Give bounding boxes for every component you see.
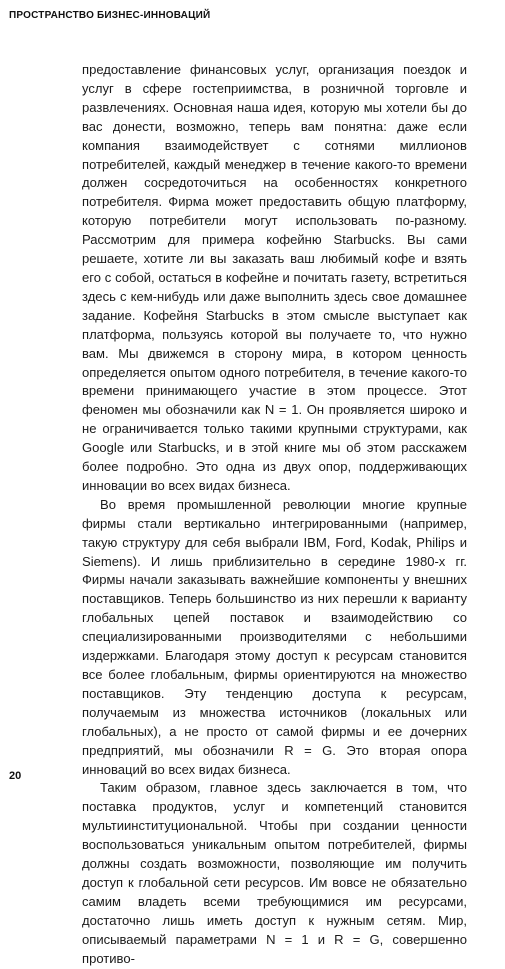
- paragraph: предоставление финансовых услуг, организация поездок и услуг в сфере гостеприимства, в розничной торговле и развлечениях. Основная наша идея, которую мы хотели бы до вас донести, возможно, теперь вам понятна: даже если компания взаимодействует с сотнями миллионов потребителей, каждый менеджер в течение какого-то времени должен сосредоточиться на особенностях конкретного потребителя. Фирма может предоставить общую платформу, которую потребители могут использовать по-разному. Рассмотрим для примера кофейню Starbucks. Вы сами решаете, хотите ли вы заказать ваш любимый кофе и взять его с собой, остаться в кофейне и почитать газету, встретиться здесь с кем-нибудь или даже выполнить здесь свое домашнее задание. Кофейня Starbucks в этом смысле выступает как платформа, пользуясь которой вы получаете то, что нужно вам. Мы движемся в сторону мира, в котором ценность определяется опытом одного потребителя, в течение какого-то времени принимающего участие в этом процессе. Этот феномен мы обозначили как N = 1. Он проявляется широко и не ограничивается только такими крупными структурами, как Google или Starbucks, и в этой книге мы об этом расскажем более подробно. Это одна из двух опор, поддерживающих инновации во всех видах бизнеса.: [82, 62, 467, 493]
- paragraph: Во время промышленной революции многие крупные фирмы стали вертикально интегрированными (например, такую структуру для себя выбрали IBM, Ford, Kodak, Philips и Siemens). И лишь приблизительно в середине 1980-х гг. Фирмы начали заказывать важнейшие компоненты у внешних поставщиков. Теперь большинство из них перешли к варианту глобальных цепей поставок и взаимодействию со специализированными производителями с небольшими издержками. Благодаря этому доступ к ресурсам становится все более глобальным, фирмы ориентируются на множество поставщиков. Эту тенденцию доступа к ресурсам, получаемым из множества источников (локальных или глобальных), а не просто от самой фирмы и ее дочерних предприятий, мы обозначили R = G. Это вторая опора инноваций во всех видах бизнеса.: [82, 496, 467, 777]
- body-text: [82, 61, 467, 969]
- page-number: 20: [9, 770, 22, 782]
- paragraph: Таким образом, главное здесь заключается в том, что поставка продуктов, услуг и компетенций становится мультиинституциональной. Чтобы при создании ценности воспользоваться уникальным опытом потребителей, фирмы должны создать возможности, позволяющие им получить доступ к глобальной сети ресурсов. Им вовсе не обязательно самим владеть всеми требующимися им ресурсами, достаточно лишь иметь доступ к нужным сетям. Мир, описываемый параметрами N = 1 и R = G, совершенно противо-: [82, 780, 467, 966]
- running-header: ПРОСТРАНСТВО БИЗНЕС-ИННОВАЦИЙ: [9, 10, 211, 21]
